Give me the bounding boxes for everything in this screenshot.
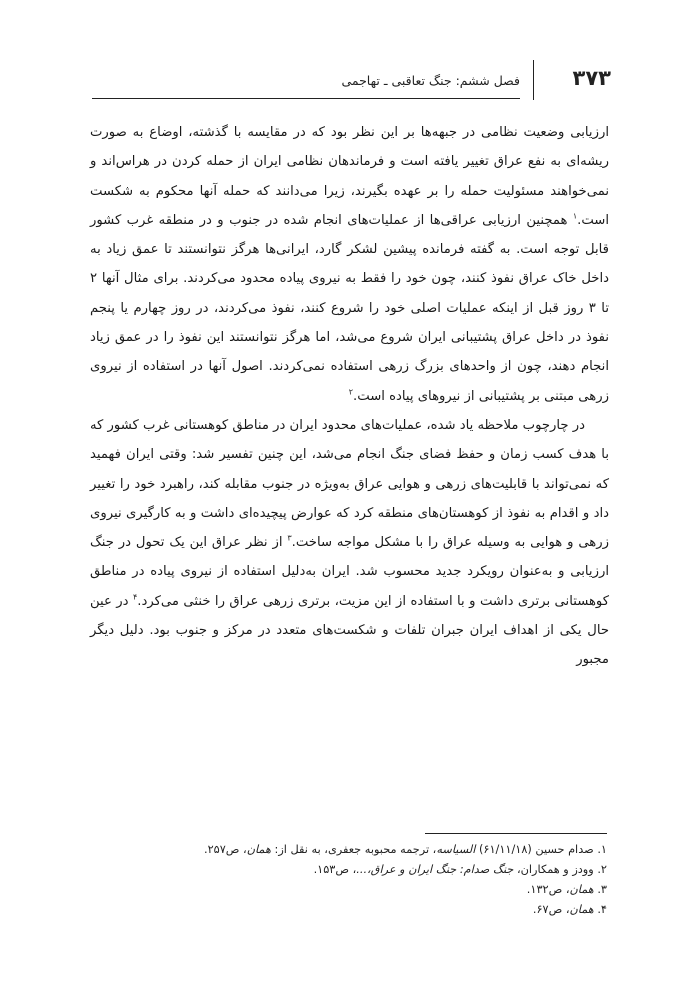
footnote-number: ۳. — [593, 883, 607, 896]
footnote-4 — [90, 900, 607, 920]
footnote-number: ۴. — [593, 903, 607, 916]
footnote-text: صدام حسین (۶۱/۱۱/۱۸) — [475, 843, 594, 856]
header-separator — [533, 60, 534, 100]
paragraph-text: در چارچوب ملاحظه یاد شده، عملیات‌های محدود ایران در مناطق کوهستانی غرب کشور که با هدف کسب زمان و حفظ فضای جنگ انجام می‌شد، این چنین تفسیر شد: وقتی ایران فهمید که نمی‌تواند با قابلیت‌های زرهی و هوایی عراق به‌ویژه در جنوب مقابله کند، راهبرد خود را تغییر داد و اقدام به نفوذ از کوهستان‌های منطقه کرد که عوارض پیچیده‌ای داشت و به کارگیری نیروی زرهی و هوایی به وسیله عراق را با مشکل مواجه ساخت. — [89, 417, 609, 551]
footnote-source-title: همان — [569, 883, 594, 896]
paragraph-2 — [90, 411, 609, 675]
chapter-title: فصل ششم: جنگ تعاقبی ـ تهاجمی — [341, 73, 520, 88]
footnote-2 — [90, 860, 607, 880]
footnote-1 — [90, 840, 607, 860]
footnote-text: ، ترجمه محبوبه جعفری، به نقل از: — [270, 843, 437, 856]
paragraph-text: همچنین ارزیابی عراقی‌ها از عملیات‌های انجام شده در جنوب و در منطقه غرب کشور قابل توجه است. به گفته فرمانده پیشین لشکر گارد، ایرانی‌ها هرگز نتوانستند تا عمق زیاد به داخل خاک عراق نفوذ کنند، چون خود را فقط به نیروی پیاده محدود می‌کردند. برای مثال آنها ۲ تا ۳ روز قبل از اینکه عملیات اصلی خود را شروع کنند، نفوذ می‌کردند، در روز چهارم یا پنجم نفوذ در داخل عراق پشتیبانی ایران شروع می‌شد، اما هرگز نتوانستند این نفوذ را در عمق زیاد انجام دهند، چون از واحدهای بزرگ زرهی استفاده نمی‌کردند. اصول آنها در استفاده از نیروی زرهی مبتنی بر پشتیبانی از نیروهای پیاده است. — [90, 212, 609, 404]
footnote-text: ، ص۲۵۷. — [203, 843, 247, 856]
footnote-source-title: همان — [569, 903, 594, 916]
footnote-text: ، ص۶۷. — [532, 903, 570, 916]
footnote-ref-2: ۲ — [348, 387, 354, 397]
paragraph-text: از نظر عراق این یک تحول در جنگ ارزیابی و به‌عنوان رویکرد جدید محسوب شد. ایران به‌دلیل استفاده از نیروی پیاده در مناطق کوهستانی برتری داشت و با استفاده از این مزیت، برتری زرهی عراق را خنثی می‌کرد. — [90, 535, 610, 609]
footnote-source-title: السیاسه — [436, 843, 476, 856]
footnote-text: ، ص۱۵۳. — [313, 863, 357, 876]
paragraph-text: ارزیابی وضعیت نظامی در جبهه‌ها بر این نظر بود که در مقایسه با گذشته، اوضاع به صورت ریشه‌ای به نفع عراق تغییر یافته است و فرماندهان نظامی ایران از حمله کردن در هراس‌اند و نمی‌خواهند مسئولیت حمله را بر عهده بگیرند، زیرا می‌دانند که حمله آنها محکوم به شکست است. — [90, 125, 609, 228]
running-header — [92, 60, 616, 100]
footnote-ref-1: ۱ — [572, 211, 578, 221]
footnote-number: ۱. — [593, 843, 607, 856]
footnotes — [90, 840, 607, 920]
footnote-ref-4: ۴ — [132, 592, 138, 602]
footnote-text: وودز و همکاران، — [513, 863, 594, 876]
header-rule — [92, 98, 520, 99]
paragraph-1 — [90, 118, 609, 411]
footnote-number: ۲. — [593, 863, 607, 876]
footnote-ref-3: ۳ — [287, 533, 292, 543]
footnote-rule — [425, 833, 607, 834]
body-text — [90, 118, 609, 675]
page-number: ۳۷۳ — [572, 66, 611, 90]
footnote-source-title: همان — [246, 843, 271, 856]
footnote-text: ، ص۱۳۲. — [526, 883, 570, 896]
footnote-source-title: جنگ صدام: جنگ ایران و عراق،... — [356, 863, 514, 876]
paragraph-text: در عین حال یکی از اهداف ایران جبران تلفات و شکست‌های متعدد در مرکز و جنوب بود. دلیل دیگر مجبور — [90, 593, 609, 668]
footnote-3 — [90, 880, 607, 900]
